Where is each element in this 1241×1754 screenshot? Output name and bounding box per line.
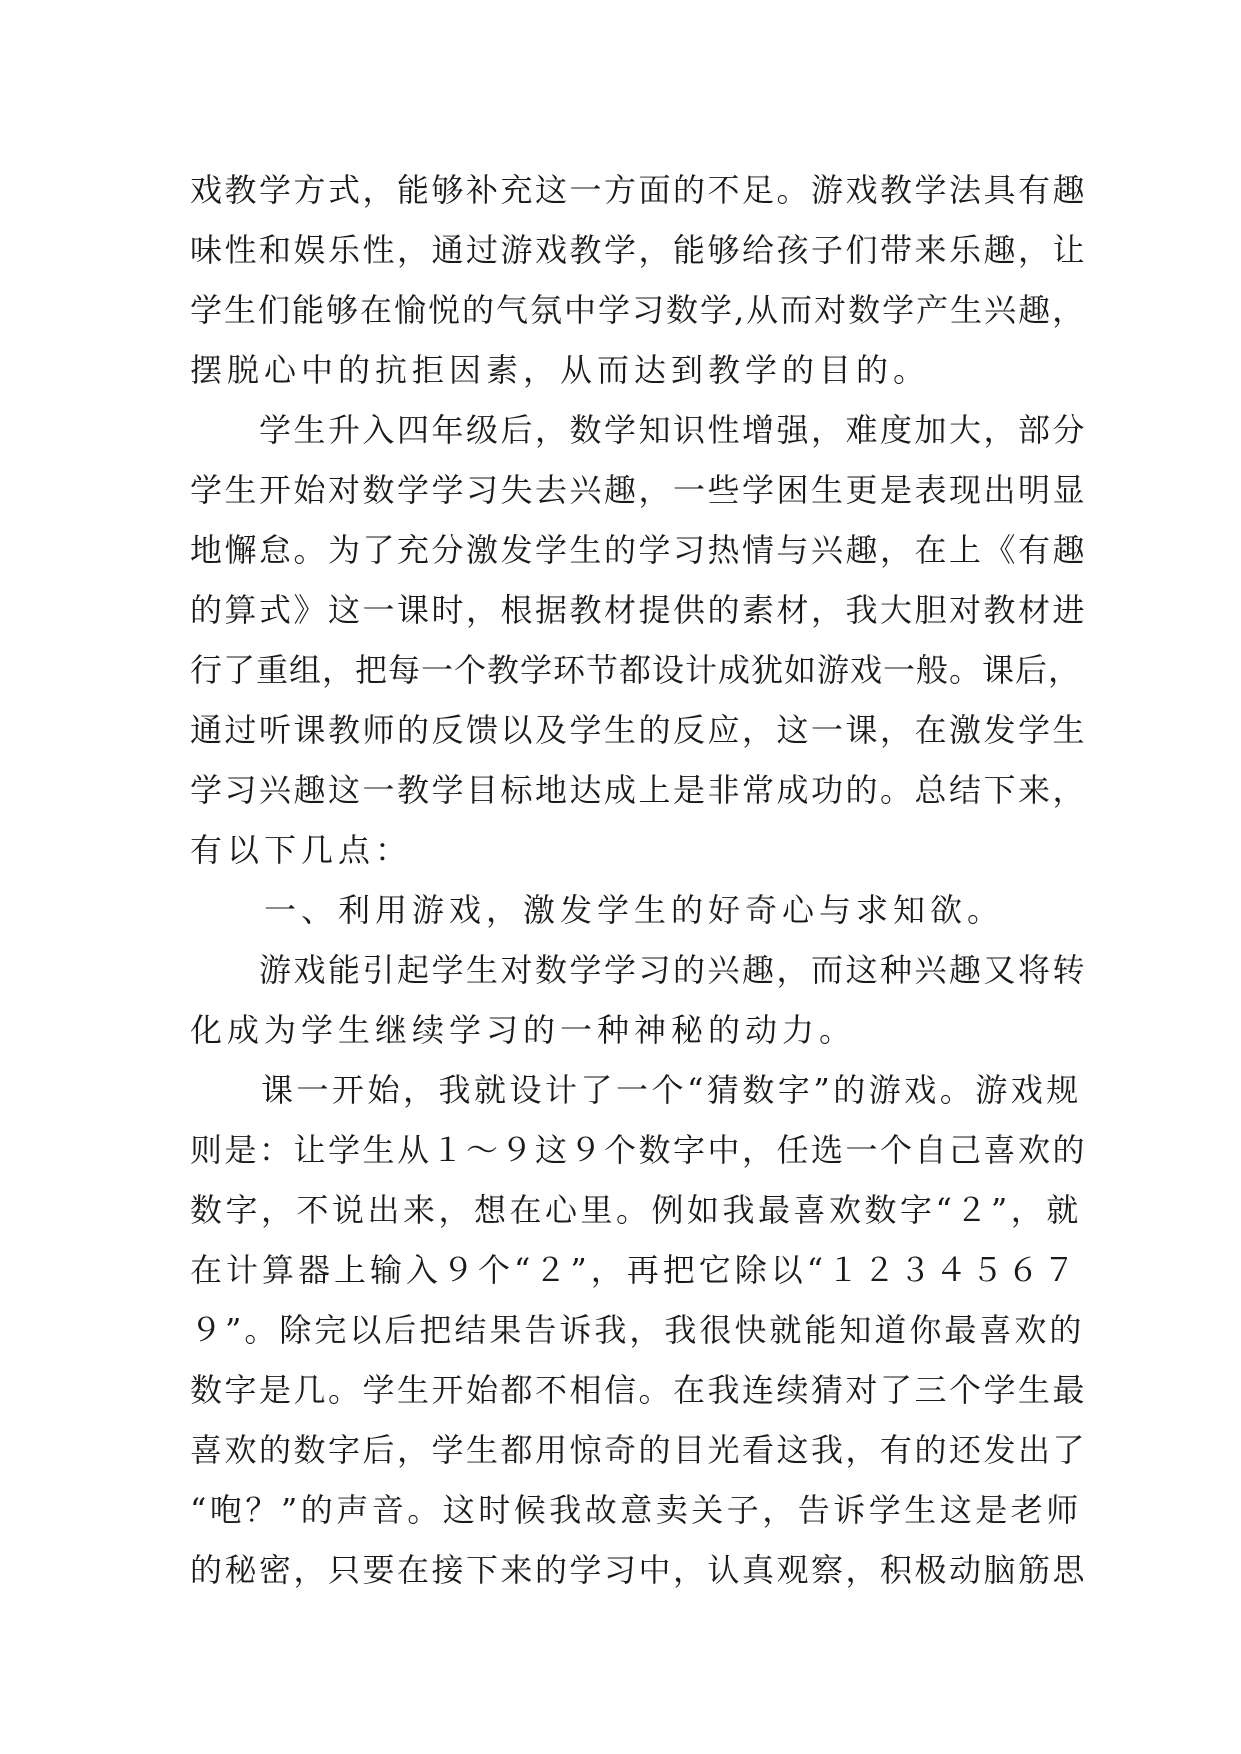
text-line: 地懈怠。为了充分激发学生的学习热情与兴趣，在上《有趣: [190, 531, 1088, 569]
text-line: 学生升入四年级后，数学知识性增强，难度加大，部分: [190, 411, 1088, 449]
body-text: [190, 160, 1090, 1600]
text-line: 戏教学方式，能够补充这一方面的不足。游戏教学法具有趣: [190, 171, 1088, 209]
text-line: 数字是几。学生开始都不相信。在我连续猜对了三个学生最: [190, 1371, 1088, 1409]
text-line: 的算式》这一课时，根据教材提供的素材，我大胆对教材进: [190, 591, 1088, 629]
text-line: 喜欢的数字后，学生都用惊奇的目光看这我，有的还发出了: [190, 1431, 1088, 1469]
text-line: 摆脱心中的抗拒因素，从而达到教学的目的。: [190, 351, 931, 389]
text-line: 数字，不说出来，想在心里。例如我最喜欢数字“２”，就: [190, 1191, 1082, 1229]
text-line: 游戏能引起学生对数学学习的兴趣，而这种兴趣又将转: [190, 951, 1088, 989]
text-line: 行了重组，把每一个教学环节都设计成犹如游戏一般。课后，: [190, 651, 1082, 689]
text-line: 一、利用游戏，激发学生的好奇心与求知欲。: [190, 891, 1005, 929]
text-line: 通过听课教师的反馈以及学生的反应，这一课，在激发学生: [190, 711, 1088, 749]
text-line: 化成为学生继续学习的一种神秘的动力。: [190, 1011, 857, 1049]
text-line: 在计算器上输入９个“２”，再把它除以“１２３４５６７: [190, 1251, 1080, 1289]
text-line: 课一开始，我就设计了一个“猜数字”的游戏。游戏规: [190, 1071, 1082, 1109]
text-line: 学生们能够在愉悦的气氛中学习数学,从而对数学产生兴趣，: [190, 291, 1087, 329]
text-line: 味性和娱乐性，通过游戏教学，能够给孩子们带来乐趣，让: [190, 231, 1088, 269]
text-line: 的秘密，只要在接下来的学习中，认真观察，积极动脑筋思: [190, 1551, 1088, 1589]
text-line: 则是：让学生从１～９这９个数字中，任选一个自己喜欢的: [190, 1131, 1088, 1169]
text-line: 学生开始对数学学习失去兴趣，一些学困生更是表现出明显: [190, 471, 1088, 509]
text-line: 有以下几点：: [190, 831, 413, 869]
text-line: “咆？”的声音。这时候我故意卖关子，告诉学生这是老师: [190, 1491, 1082, 1529]
text-line: ９”。除完以后把结果告诉我，我很快就能知道你最喜欢的: [190, 1311, 1085, 1349]
text-line: 学习兴趣这一教学目标地达成上是非常成功的。总结下来，: [190, 771, 1088, 809]
